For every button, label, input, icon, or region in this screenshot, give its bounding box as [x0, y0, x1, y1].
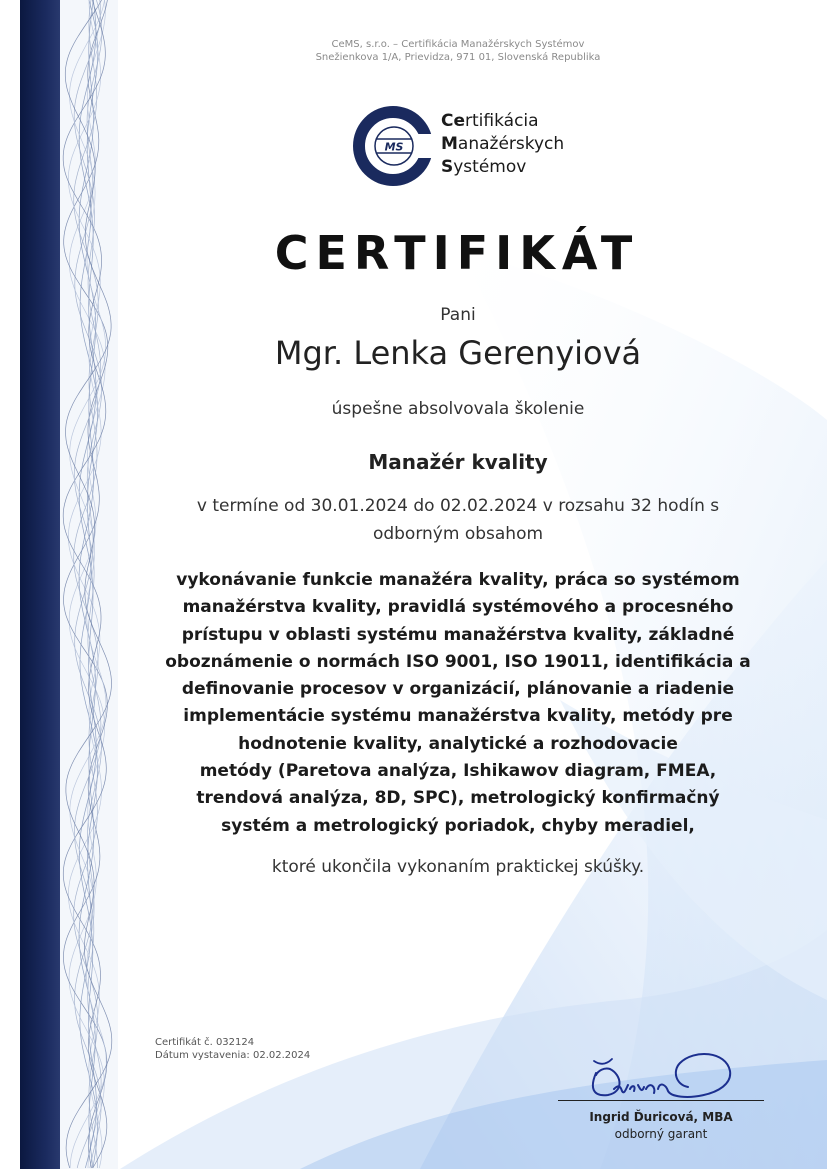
completion-statement: úspešne absolvovala školenie [331, 399, 585, 419]
emblem-letters: MS [384, 140, 404, 154]
cems-logo [352, 104, 592, 188]
certificate-number: Certifikát č. 032124 [155, 1037, 255, 1048]
topic-line: implementácie systému manažérstva kvality, metódy pre [183, 706, 733, 727]
topic-line: oboznámenie o normách ISO 9001, ISO 19011, identifikácia a [165, 651, 751, 672]
course-term [150, 492, 766, 548]
term-line-2: odborným obsahom [372, 524, 544, 544]
topic-line: definovanie procesov v organizácií, plánovanie a riadenie [181, 679, 735, 700]
certificate-meta [155, 1036, 310, 1062]
signature-line [558, 1100, 764, 1101]
term-line-1: v termíne od 30.01.2024 do 02.02.2024 v rozsahu 32 hodín s [196, 496, 720, 516]
logo-word-1: Certifikácia [441, 111, 539, 131]
exam-statement: ktoré ukončila vykonaním praktickej skúšky. [271, 857, 645, 877]
cems-emblem-icon [352, 104, 434, 188]
topic-line: trendová analýza, 8D, SPC), metrologický konfirmačný [196, 788, 720, 809]
topic-line: prístupu v oblasti systému manažérstva kvality, základné [181, 624, 735, 645]
course-topics [140, 567, 776, 840]
issuer-company: CeMS, s.r.o. – Certifikácia Manažérskych Systémov [331, 39, 585, 50]
signer-name: Ingrid Ďuricová, MBA [589, 1110, 733, 1124]
logo-word-2: Manažérskych [441, 134, 565, 154]
issuer-header [0, 38, 827, 64]
salutation: Pani [440, 305, 476, 325]
certificate-title: CERTIFIKÁT [274, 226, 640, 280]
handwritten-signature [584, 1045, 744, 1103]
issue-date: Dátum vystavenia: 02.02.2024 [155, 1050, 311, 1061]
recipient-name: Mgr. Lenka Gerenyiová [274, 334, 642, 372]
course-name: Manažér kvality [368, 450, 548, 474]
signer-block [558, 1109, 764, 1143]
logo-word-3: Systémov [441, 157, 527, 177]
topic-line: vykonávanie funkcie manažéra kvality, práca so systémom [176, 570, 740, 590]
logo-wordmark [441, 110, 564, 179]
issuer-address: Snežienkova 1/A, Prievidza, 971 01, Slovenská Republika [315, 52, 601, 63]
topic-line: metódy (Paretova analýza, Ishikawov diagram, FMEA, [199, 761, 717, 782]
topic-line: manažérstva kvality, pravidlá systémového a procesného [182, 597, 734, 618]
topic-line: hodnotenie kvality, analytické a rozhodovacie [238, 733, 678, 754]
signer-role: odborný garant [614, 1127, 708, 1141]
topic-line: systém a metrologický poriadok, chyby meradiel, [221, 815, 695, 836]
